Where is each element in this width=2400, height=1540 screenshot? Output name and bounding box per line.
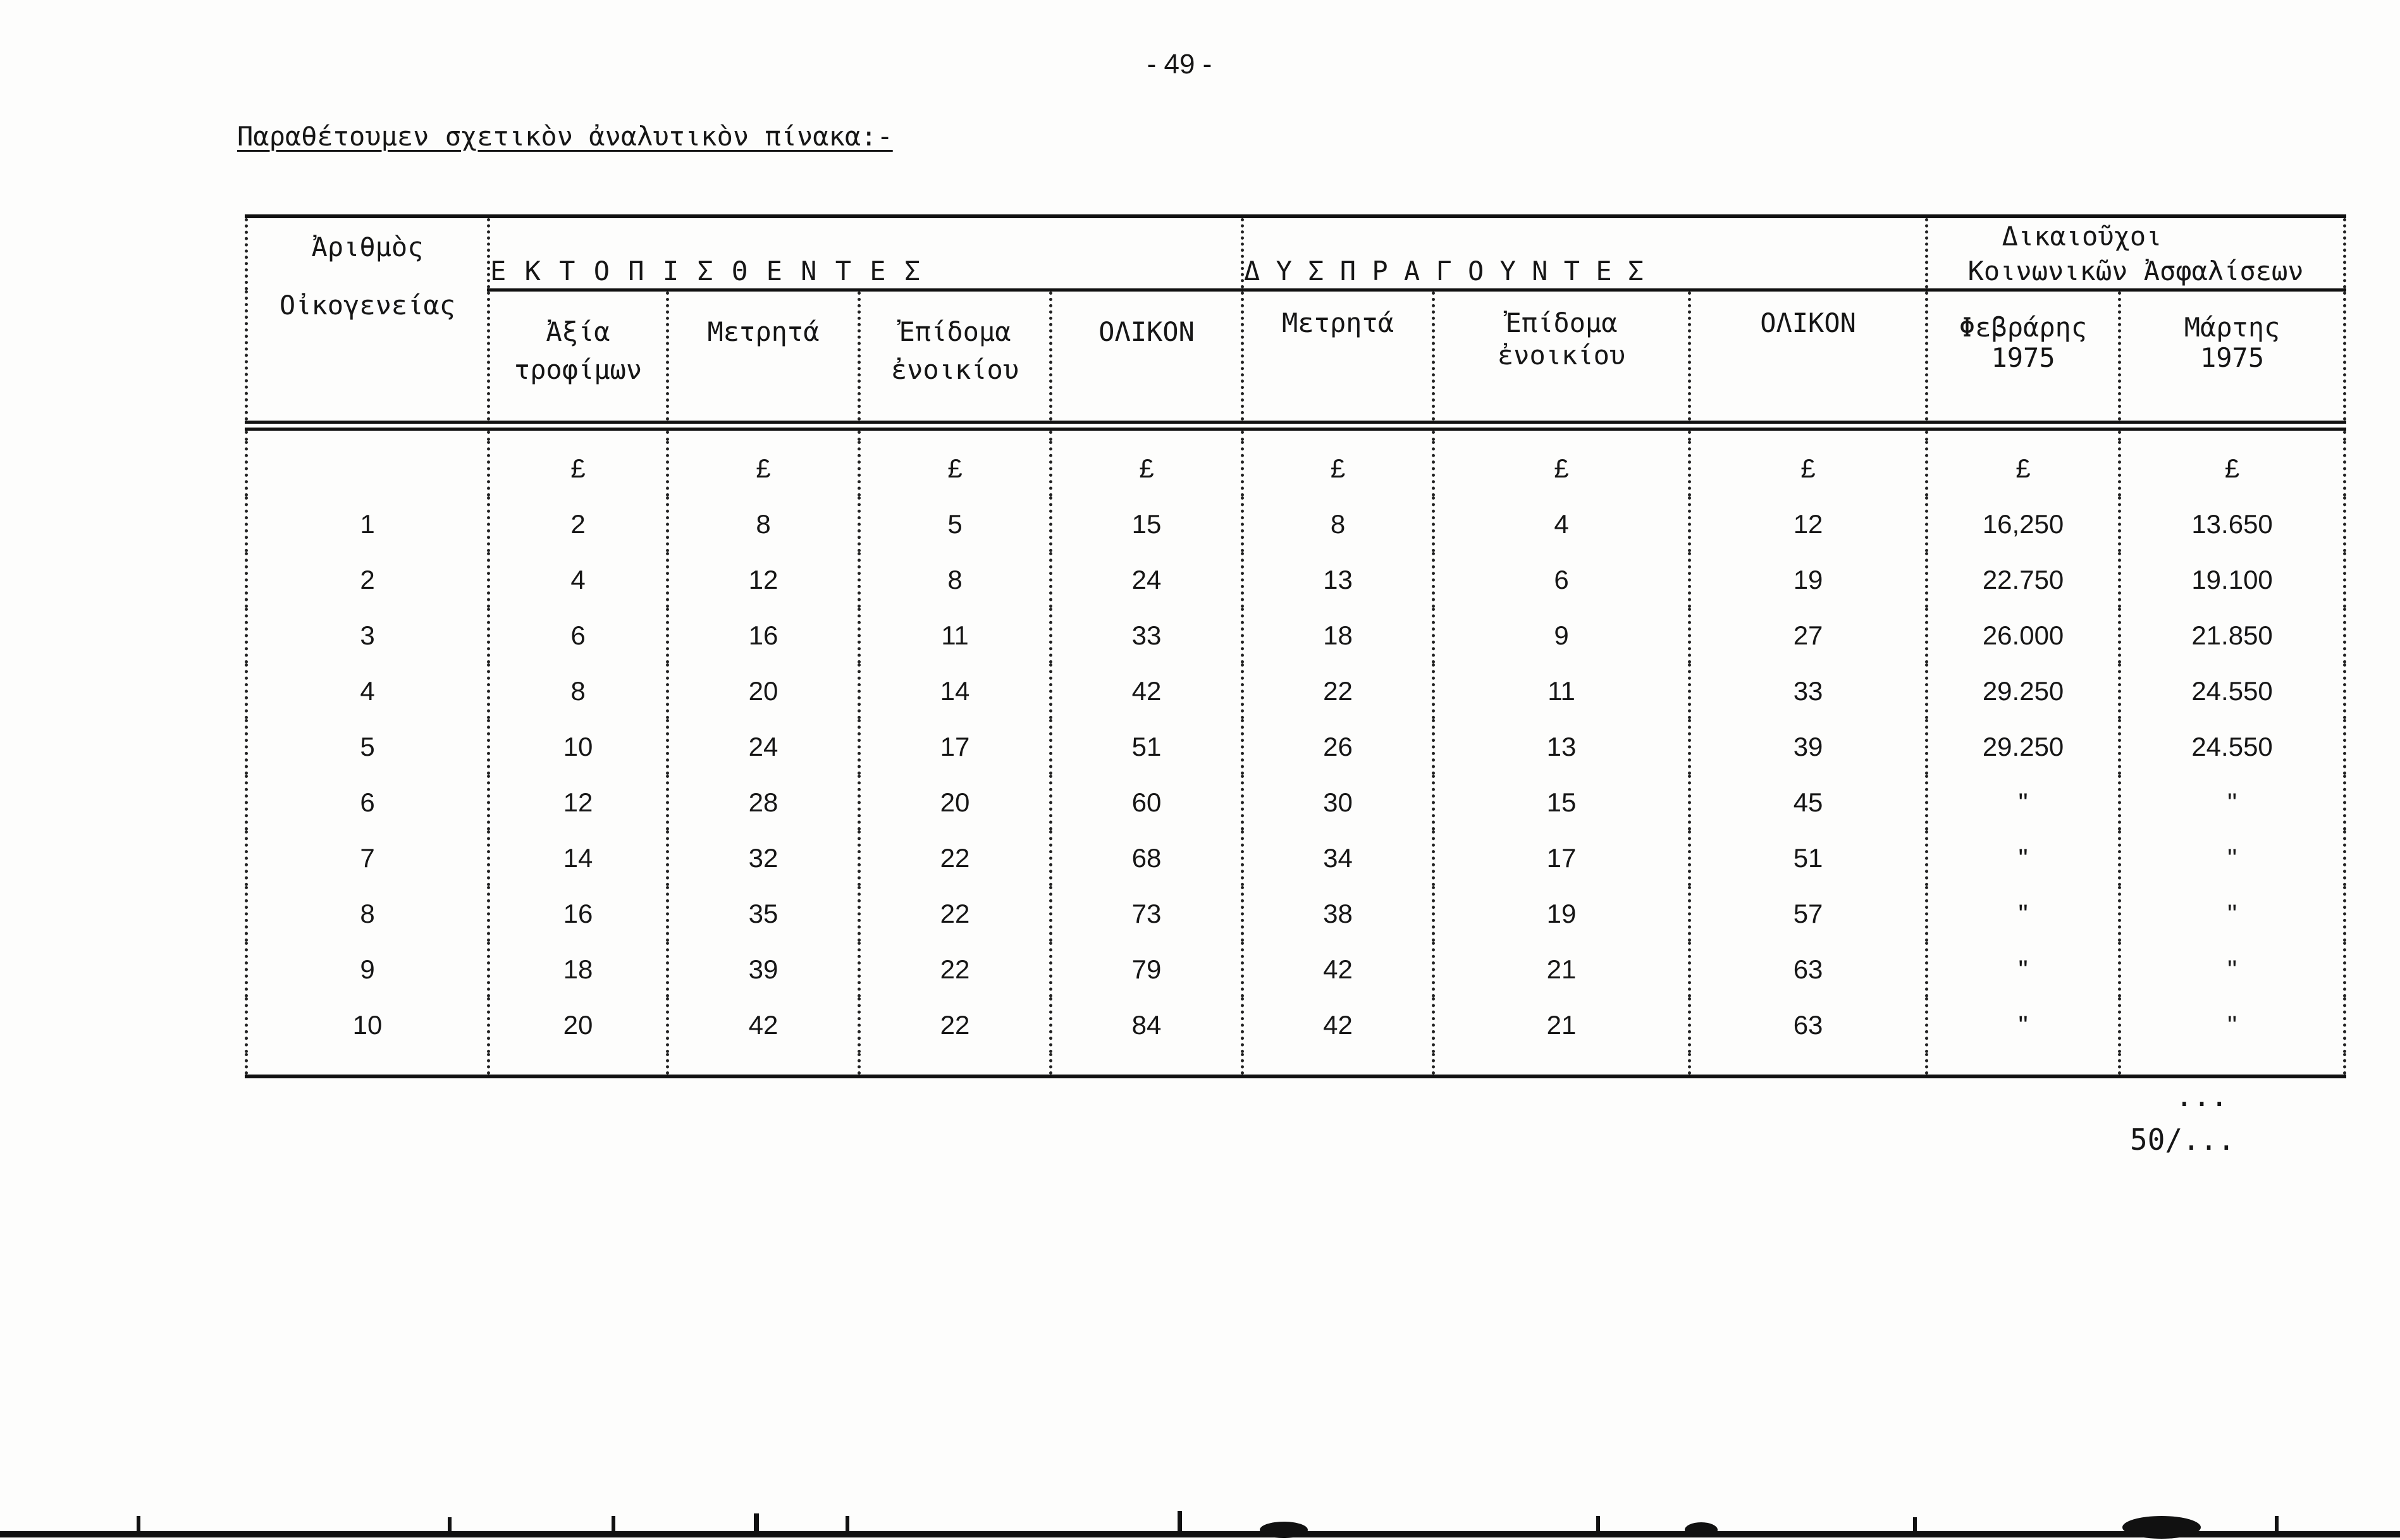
group-header-social-insurance	[1927, 216, 2345, 290]
cell-insured-february-1975: 16,250	[1927, 496, 2120, 552]
spacer-cell	[859, 426, 1051, 441]
spacer-cell	[668, 426, 859, 441]
subheader-displaced-total	[1051, 290, 1243, 426]
cell-displaced-food-value: 2	[489, 496, 668, 552]
cell-displaced-rent-allowance: 17	[859, 719, 1051, 775]
subheader-line: 1975	[1991, 342, 2055, 373]
spacer-cell	[2120, 1053, 2345, 1076]
cell-hardship-total: 33	[1690, 663, 1927, 719]
sub-header-row	[247, 290, 2345, 426]
cell-family-number: 10	[352, 1010, 383, 1040]
table-row	[247, 552, 2345, 608]
cell-family-number: 8	[360, 899, 375, 928]
cell-hardship-rent-allowance: 11	[1434, 663, 1690, 719]
spacer-cell	[1243, 1053, 1434, 1076]
cell-hardship-total: 39	[1690, 719, 1927, 775]
cell-displaced-rent-allowance: 8	[859, 552, 1051, 608]
subheader-displaced-cash	[668, 290, 859, 426]
cell-insured-february-1975: "	[1927, 942, 2120, 997]
cell-displaced-cash: 32	[668, 830, 859, 886]
scan-edge-tick	[1913, 1517, 1917, 1532]
spacer-cell	[668, 1053, 859, 1076]
cell-hardship-cash: £	[1243, 441, 1434, 496]
scan-edge-tick	[846, 1516, 849, 1532]
spacer-cell	[1051, 426, 1243, 441]
header-family-number-line-2: Οἰκογενείας	[279, 290, 456, 321]
cell-family-number: 1	[360, 509, 375, 539]
cell-displaced-food-value: £	[489, 441, 668, 496]
spacer-cell	[1690, 1053, 1927, 1076]
cell-displaced-total: 73	[1051, 886, 1243, 942]
subheader-line: Μάρτης	[2184, 312, 2280, 343]
cell-displaced-total: 15	[1051, 496, 1243, 552]
cell-insured-february-1975: 29.250	[1927, 663, 2120, 719]
cell-family-number: 2	[360, 565, 375, 594]
cell-insured-february-1975: 22.750	[1927, 552, 2120, 608]
table-row	[247, 942, 2345, 997]
group-header-displaced: Ε Κ Τ Ο Π Ι Σ Θ Ε Ν Τ Ε Σ	[489, 216, 1243, 290]
cell-displaced-food-value: 16	[489, 886, 668, 942]
cell-hardship-cash: 42	[1243, 942, 1434, 997]
cell-insured-march-1975: "	[2120, 830, 2345, 886]
table-row	[247, 775, 2345, 830]
cell-hardship-rent-allowance: 4	[1434, 496, 1690, 552]
cell-insured-march-1975: 24.550	[2120, 719, 2345, 775]
spacer-cell	[247, 1053, 489, 1076]
cell-displaced-cash: 28	[668, 775, 859, 830]
subheader-line: ΟΛΙΚΟΝ	[1098, 316, 1195, 347]
cell-hardship-cash: 13	[1243, 552, 1434, 608]
cell-insured-march-1975: "	[2120, 886, 2345, 942]
intro-heading: Παραθέτουμεν σχετικὸν ἀναλυτικὸν πίνακα:-	[237, 121, 893, 152]
cell-displaced-food-value: 6	[489, 608, 668, 663]
cell-insured-february-1975: "	[1927, 997, 2120, 1053]
subheader-line: Ἐπίδομα	[899, 316, 1011, 347]
subheader-displaced-rent-allowance	[859, 290, 1051, 426]
cell-displaced-food-value: 14	[489, 830, 668, 886]
scan-edge-artifact	[0, 1507, 2400, 1540]
cell-displaced-rent-allowance: £	[859, 441, 1051, 496]
cell-hardship-cash: 38	[1243, 886, 1434, 942]
table-row	[247, 663, 2345, 719]
cell-displaced-cash: 16	[668, 608, 859, 663]
subheader-hardship-cash	[1243, 290, 1434, 426]
spacer-cell	[1243, 426, 1434, 441]
subheader-line: Ἀξία	[546, 316, 610, 347]
subheader-line: Φεβράρης	[1959, 312, 2088, 343]
subheader-displaced-food-value	[489, 290, 668, 426]
subheader-line: ἐνοικίου	[1497, 340, 1626, 371]
cell-displaced-food-value: 10	[489, 719, 668, 775]
spacer-row	[247, 1053, 2345, 1076]
cell-displaced-cash: 8	[668, 496, 859, 552]
cell-family-number	[247, 441, 489, 496]
cell-hardship-total: 51	[1690, 830, 1927, 886]
cell-displaced-total: 51	[1051, 719, 1243, 775]
header-family-number	[247, 216, 489, 426]
cell-displaced-rent-allowance: 11	[859, 608, 1051, 663]
spacer-cell	[1434, 1053, 1690, 1076]
cell-displaced-rent-allowance: 14	[859, 663, 1051, 719]
cell-insured-march-1975: £	[2120, 441, 2345, 496]
cell-hardship-rent-allowance: 21	[1434, 942, 1690, 997]
cell-insured-february-1975: "	[1927, 886, 2120, 942]
spacer-cell	[2120, 426, 2345, 441]
spacer-cell	[1051, 1053, 1243, 1076]
cell-displaced-cash: 24	[668, 719, 859, 775]
cell-displaced-total: 84	[1051, 997, 1243, 1053]
group-header-social-insurance-line-2: Κοινωνικῶν Ἀσφαλίσεων	[1967, 256, 2304, 286]
cell-displaced-food-value: 12	[489, 775, 668, 830]
cell-hardship-total: 19	[1690, 552, 1927, 608]
spacer-cell	[1927, 1053, 2120, 1076]
table-row	[247, 608, 2345, 663]
cell-displaced-total: 60	[1051, 775, 1243, 830]
scan-edge-tick	[448, 1517, 452, 1532]
table-row	[247, 719, 2345, 775]
cell-hardship-rent-allowance: 17	[1434, 830, 1690, 886]
group-header-hardship: Δ Υ Σ Π Ρ Α Γ Ο Υ Ν Τ Ε Σ	[1243, 216, 1927, 290]
cell-displaced-total: 33	[1051, 608, 1243, 663]
group-header-row	[247, 216, 2345, 290]
spacer-cell	[1434, 426, 1690, 441]
spacer-cell	[1927, 426, 2120, 441]
cell-displaced-rent-allowance: 5	[859, 496, 1051, 552]
cell-displaced-rent-allowance: 22	[859, 942, 1051, 997]
scan-edge-tick	[2275, 1516, 2279, 1532]
cell-displaced-cash: 12	[668, 552, 859, 608]
scan-edge-tick	[1596, 1516, 1600, 1532]
spacer-cell	[489, 1053, 668, 1076]
scan-edge-tick	[137, 1516, 140, 1532]
cell-displaced-rent-allowance: 20	[859, 775, 1051, 830]
table-row	[247, 997, 2345, 1053]
cell-displaced-total: £	[1051, 441, 1243, 496]
cell-insured-february-1975: "	[1927, 775, 2120, 830]
scan-edge-blot	[1685, 1522, 1718, 1537]
subheader-line: 1975	[2200, 342, 2265, 373]
cell-hardship-total: 12	[1690, 496, 1927, 552]
cell-displaced-rent-allowance: 22	[859, 886, 1051, 942]
subheader-line: Ἐπίδομα	[1505, 307, 1618, 338]
cell-hardship-rent-allowance: 21	[1434, 997, 1690, 1053]
scan-edge-tick	[612, 1516, 615, 1532]
subheader-hardship-total	[1690, 290, 1927, 426]
cell-displaced-food-value: 20	[489, 997, 668, 1053]
subheader-line: ΟΛΙΚΟΝ	[1760, 307, 1856, 338]
table-row	[247, 886, 2345, 942]
cell-hardship-cash: 26	[1243, 719, 1434, 775]
scan-edge-bar	[0, 1531, 2400, 1537]
cell-hardship-cash: 8	[1243, 496, 1434, 552]
table-body	[247, 426, 2345, 1076]
cell-displaced-food-value: 18	[489, 942, 668, 997]
cell-insured-march-1975: "	[2120, 942, 2345, 997]
cell-family-number: 4	[360, 676, 375, 706]
spacer-row	[247, 426, 2345, 441]
cell-hardship-total: 63	[1690, 942, 1927, 997]
cell-insured-march-1975: 21.850	[2120, 608, 2345, 663]
scan-edge-blot	[1260, 1522, 1308, 1538]
cell-displaced-rent-allowance: 22	[859, 997, 1051, 1053]
cell-displaced-cash: 35	[668, 886, 859, 942]
cell-insured-february-1975: "	[1927, 830, 2120, 886]
cell-insured-march-1975: "	[2120, 997, 2345, 1053]
spacer-cell	[1690, 426, 1927, 441]
subheader-line: Μετρητά	[1282, 307, 1394, 338]
cell-family-number: 3	[360, 620, 375, 650]
subheader-line: ἐνοικίου	[890, 354, 1019, 385]
header-family-number-line-1: Ἀριθμὸς	[311, 231, 424, 262]
footer-continuation-dots: ...	[2175, 1079, 2229, 1113]
cell-hardship-total: 57	[1690, 886, 1927, 942]
scan-edge-tick	[754, 1513, 759, 1532]
cell-displaced-total: 68	[1051, 830, 1243, 886]
cell-hardship-rent-allowance: 6	[1434, 552, 1690, 608]
subheader-insured-february-1975	[1927, 290, 2120, 426]
cell-hardship-cash: 18	[1243, 608, 1434, 663]
cell-hardship-cash: 22	[1243, 663, 1434, 719]
cell-hardship-rent-allowance: £	[1434, 441, 1690, 496]
subheader-line: τροφίμων	[514, 354, 643, 385]
cell-hardship-cash: 34	[1243, 830, 1434, 886]
footer-next-page: 50/...	[2130, 1123, 2236, 1157]
table-row	[247, 830, 2345, 886]
cell-family-number: 5	[360, 732, 375, 761]
cell-displaced-rent-allowance: 22	[859, 830, 1051, 886]
cell-displaced-total: 24	[1051, 552, 1243, 608]
cell-insured-march-1975: 13.650	[2120, 496, 2345, 552]
cell-insured-february-1975: 29.250	[1927, 719, 2120, 775]
subheader-line: Μετρητά	[707, 316, 820, 347]
table-header	[247, 216, 2345, 426]
cell-hardship-total: £	[1690, 441, 1927, 496]
cell-hardship-total: 63	[1690, 997, 1927, 1053]
spacer-cell	[247, 426, 489, 441]
table-row	[247, 496, 2345, 552]
cell-displaced-total: 79	[1051, 942, 1243, 997]
cell-hardship-total: 45	[1690, 775, 1927, 830]
cell-hardship-cash: 30	[1243, 775, 1434, 830]
cell-hardship-rent-allowance: 9	[1434, 608, 1690, 663]
cell-insured-march-1975: 19.100	[2120, 552, 2345, 608]
subheader-hardship-rent-allowance	[1434, 290, 1690, 426]
cell-displaced-cash: 39	[668, 942, 859, 997]
cell-insured-march-1975: "	[2120, 775, 2345, 830]
cell-hardship-rent-allowance: 19	[1434, 886, 1690, 942]
cell-displaced-cash: 42	[668, 997, 859, 1053]
cell-insured-march-1975: 24.550	[2120, 663, 2345, 719]
cell-family-number: 6	[360, 787, 375, 817]
cell-family-number: 9	[360, 954, 375, 984]
cell-displaced-food-value: 8	[489, 663, 668, 719]
cell-displaced-total: 42	[1051, 663, 1243, 719]
currency-row	[247, 441, 2345, 496]
page-number: - 49 -	[1147, 49, 1212, 80]
cell-displaced-cash: 20	[668, 663, 859, 719]
cell-displaced-food-value: 4	[489, 552, 668, 608]
scan-edge-blot	[2122, 1516, 2201, 1539]
cell-hardship-cash: 42	[1243, 997, 1434, 1053]
cell-hardship-total: 27	[1690, 608, 1927, 663]
cell-hardship-rent-allowance: 15	[1434, 775, 1690, 830]
allowance-table	[245, 214, 2346, 1078]
group-header-social-insurance-line-1: Δικαιοῦχοι	[2002, 221, 2162, 252]
subheader-insured-march-1975	[2120, 290, 2345, 426]
cell-hardship-rent-allowance: 13	[1434, 719, 1690, 775]
spacer-cell	[859, 1053, 1051, 1076]
cell-family-number: 7	[360, 843, 375, 873]
scan-edge-tick	[1178, 1511, 1182, 1532]
spacer-cell	[489, 426, 668, 441]
cell-displaced-cash: £	[668, 441, 859, 496]
cell-insured-february-1975: 26.000	[1927, 608, 2120, 663]
cell-insured-february-1975: £	[1927, 441, 2120, 496]
